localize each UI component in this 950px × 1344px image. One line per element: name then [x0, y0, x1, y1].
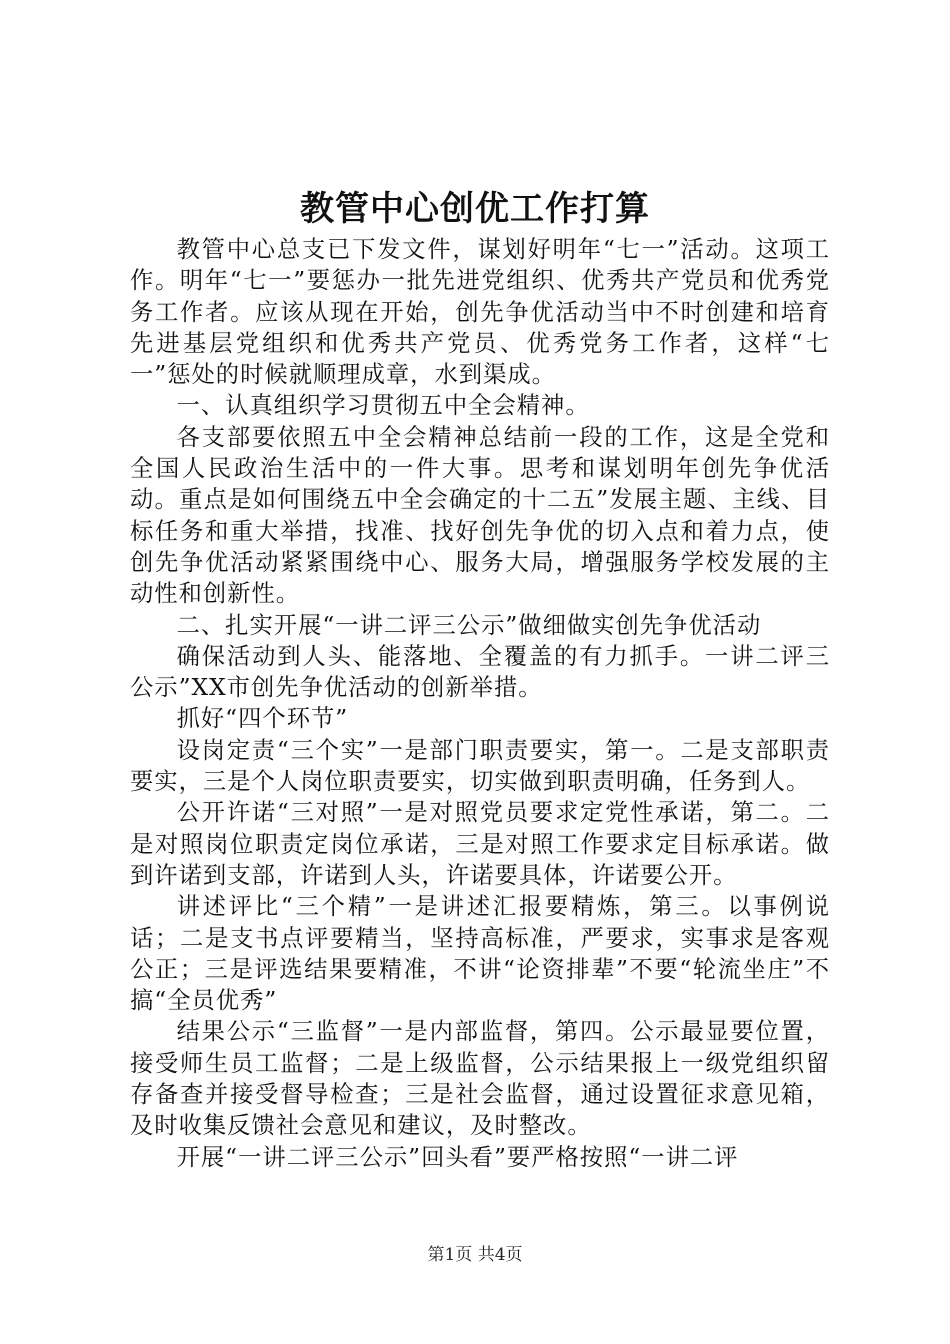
paragraph: 公开许诺“三对照”一是对照党员要求定党性承诺，第二。二是对照岗位职责定岗位承诺，三是对照工作要求定目标承诺。做到许诺到支部，许诺到人头，许诺要具体，许诺要公开。: [130, 799, 830, 889]
document-body: [130, 234, 830, 1173]
paragraph: 讲述评比“三个精”一是讲述汇报要精炼，第三。以事例说话；二是支书点评要精当，坚持高标准，严要求，实事求是客观公正；三是评选结果要精准，不讲“论资排辈”不要“轮流坐庄”不搞“全员优秀”: [130, 893, 830, 1015]
document-title: 教管中心创优工作打算: [300, 189, 650, 229]
section-heading: 一、认真组织学习贯彻五中全会精神。: [176, 392, 590, 420]
paragraph: 设岗定责“三个实”一是部门职责要实，第一。二是支部职责要实，三是个人岗位职责要实，切实做到职责明确，任务到人。: [130, 736, 830, 796]
paragraph: 确保活动到人头、能落地、全覆盖的有力抓手。一讲二评三公示”XX市创先争优活动的创新举措。: [130, 642, 830, 702]
subheading: 抓好“四个环节”: [176, 705, 349, 733]
paragraph: 开展“一讲二评三公示”回头看”要严格按照“一讲二评: [176, 1143, 739, 1171]
paragraph: 教管中心总支已下发文件，谋划好明年“七一”活动。这项工作。明年“七一”要惩办一批先进党组织、优秀共产党员和优秀党务工作者。应该从现在开始，创先争优活动当中不时创建和培育先进基层党组织和优秀共产党员、优秀党务工作者，这样“七一”惩处的时候就顺理成章，水到渠成。: [130, 236, 830, 389]
section-heading: 二、扎实开展“一讲二评三公示”做细做实创先争优活动: [176, 611, 762, 639]
page-number-footer: 第1页 共4页: [427, 1245, 523, 1265]
paragraph: 各支部要依照五中全会精神总结前一段的工作，这是全党和全国人民政治生活中的一件大事。思考和谋划明年创先争优活动。重点是如何围绕五中全会确定的十二五”发展主题、主线、目标任务和重大举措，找准、找好创先争优的切入点和着力点，使创先争优活动紧紧围绕中心、服务大局，增强服务学校发展的主动性和创新性。: [130, 423, 830, 608]
paragraph: 结果公示“三监督”一是内部监督，第四。公示最显要位置，接受师生员工监督；二是上级监督，公示结果报上一级党组织留存备查并接受督导检查；三是社会监督，通过设置征求意见箱，及时收集反馈社会意见和建议，及时整改。: [130, 1018, 830, 1140]
